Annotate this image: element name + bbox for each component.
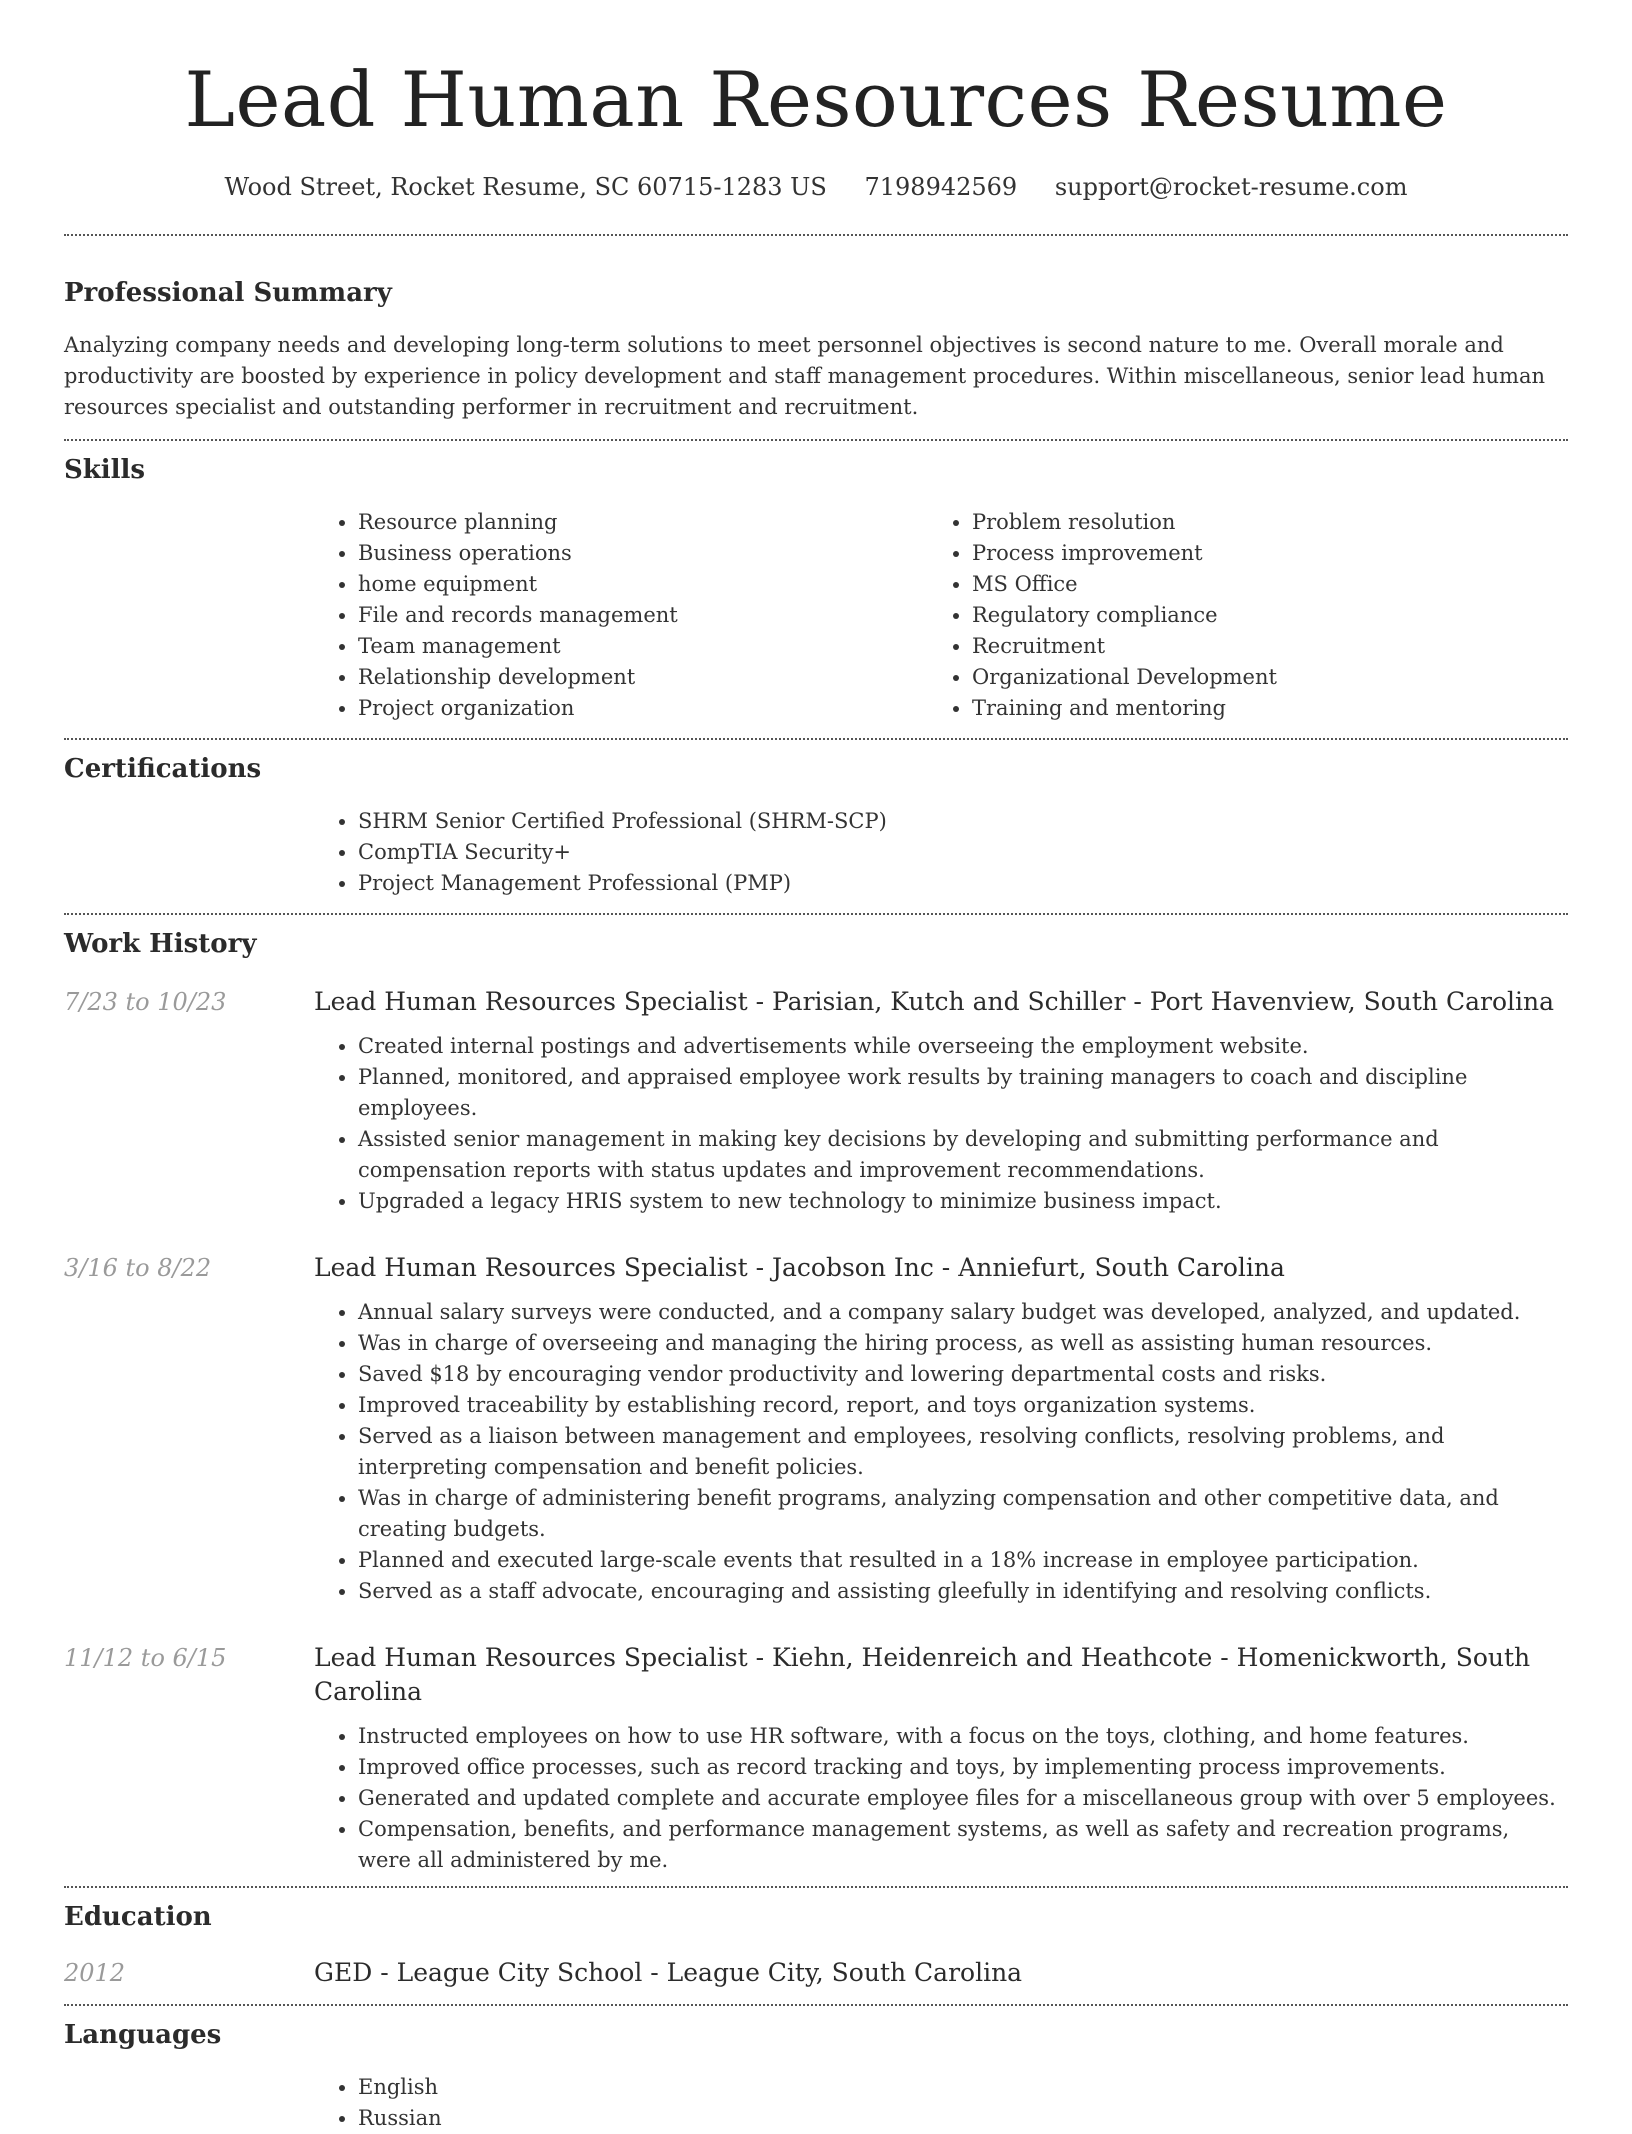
job-bullets-wrap — [314, 1297, 1568, 1607]
skills-grid — [314, 507, 1568, 724]
job-bullet: • Instructed employees on how to use HR software, with a focus on the toys, clothing, and home features. — [358, 1721, 1568, 1752]
languages-heading: Languages — [64, 2020, 222, 2050]
job-bullets — [314, 1031, 1568, 1217]
education-entry — [64, 1956, 1568, 1990]
job-bullet: • Planned and executed large-scale events that resulted in a 18% increase in employee participation. — [358, 1545, 1568, 1576]
language-item: • English — [358, 2072, 1568, 2103]
certifications-section — [64, 740, 1568, 913]
certification-item: • Project Management Professional (PMP) — [358, 868, 1568, 899]
skill-item: • Recruitment — [972, 631, 1542, 662]
languages-body — [314, 2072, 1568, 2134]
skill-item: • Problem resolution — [972, 507, 1542, 538]
job-title: Lead Human Resources Specialist - Parisian, Kutch and Schiller - Port Havenview, South Carolina — [314, 987, 1555, 1016]
certification-item: • SHRM Senior Certified Professional (SHRM-SCP) — [358, 806, 1568, 837]
job-bullet: • Created internal postings and advertisements while overseeing the employment website. — [358, 1031, 1568, 1062]
skills-column-right — [928, 507, 1542, 724]
job-bullet: • Assisted senior management in making key decisions by developing and submitting performance and compensation reports with status updates and improvement recommendations. — [358, 1124, 1568, 1186]
summary-section — [64, 236, 1568, 439]
skill-item: • Organizational Development — [972, 662, 1542, 693]
skill-item: • Training and mentoring — [972, 693, 1542, 724]
skills-heading: Skills — [64, 455, 146, 485]
language-item: • Russian — [358, 2103, 1568, 2134]
job-header — [64, 1641, 1568, 1709]
job-bullet: • Upgraded a legacy HRIS system to new technology to minimize business impact. — [358, 1186, 1568, 1217]
skill-item: • Resource planning — [358, 507, 928, 538]
education-heading: Education — [64, 1902, 212, 1932]
contact-email: support@rocket-resume.com — [1054, 173, 1408, 201]
job-dates: 7/23 to 10/23 — [64, 988, 227, 1016]
job-entry — [64, 1251, 1568, 1607]
skill-item: • MS Office — [972, 569, 1542, 600]
job-title: Lead Human Resources Specialist - Kiehn, Heidenreich and Heathcote - Homenickworth, South Carolina — [314, 1643, 1531, 1706]
job-bullets — [314, 1297, 1568, 1607]
job-bullets-wrap — [314, 1721, 1568, 1876]
job-entry — [64, 985, 1568, 1217]
job-bullet: • Generated and updated complete and accurate employee files for a miscellaneous group with over 5 employees. — [358, 1783, 1568, 1814]
summary-heading: Professional Summary — [64, 278, 392, 308]
job-title: Lead Human Resources Specialist - Jacobson Inc - Anniefurt, South Carolina — [314, 1253, 1285, 1282]
summary-text: Analyzing company needs and developing long-term solutions to meet personnel objectives is second nature to me. Overall morale and productivity are boosted by experience in policy development and staff management procedures. Within miscellaneous, senior lead human resources specialist and outstanding performer in recruitment and recruitment. — [64, 333, 1545, 419]
education-section — [64, 1888, 1568, 2004]
job-bullet: • Improved traceability by establishing record, report, and toys organization systems. — [358, 1390, 1568, 1421]
contact-address: Wood Street, Rocket Resume, SC 60715-1283 US — [224, 173, 827, 201]
job-dates: 3/16 to 8/22 — [64, 1254, 212, 1282]
job-bullet: • Improved office processes, such as record tracking and toys, by implementing process improvements. — [358, 1752, 1568, 1783]
skill-item: • Project organization — [358, 693, 928, 724]
skill-item: • Relationship development — [358, 662, 928, 693]
skill-item: • Business operations — [358, 538, 928, 569]
resume-title: Lead Human Resources Resume — [184, 55, 1448, 144]
job-bullet: • Was in charge of administering benefit programs, analyzing compensation and other competitive data, and creating budgets. — [358, 1483, 1568, 1545]
job-bullet: • Was in charge of overseeing and managing the hiring process, as well as assisting human resources. — [358, 1328, 1568, 1359]
skills-column-left — [314, 507, 928, 724]
skill-item: • home equipment — [358, 569, 928, 600]
education-year: 2012 — [64, 1959, 126, 1987]
languages-list — [314, 2072, 1568, 2134]
certifications-body — [314, 806, 1568, 899]
certification-item: • CompTIA Security+ — [358, 837, 1568, 868]
job-bullets-wrap — [314, 1031, 1568, 1217]
job-bullet: • Annual salary surveys were conducted, and a company salary budget was developed, analyzed, and updated. — [358, 1297, 1568, 1328]
skills-list-left — [314, 507, 928, 724]
education-degree: GED - League City School - League City, South Carolina — [314, 1958, 1023, 1987]
job-header — [64, 985, 1568, 1019]
work-history-section — [64, 915, 1568, 1886]
job-bullet: • Planned, monitored, and appraised employee work results by training managers to coach and discipline employees. — [358, 1062, 1568, 1124]
job-bullet: • Served as a staff advocate, encouraging and assisting gleefully in identifying and resolving conflicts. — [358, 1576, 1568, 1607]
contact-phone: 7198942569 — [864, 173, 1018, 201]
contact-line — [64, 170, 1568, 204]
skill-item: • Regulatory compliance — [972, 600, 1542, 631]
job-bullet: • Saved $18 by encouraging vendor productivity and lowering departmental costs and risks. — [358, 1359, 1568, 1390]
certifications-list — [314, 806, 1568, 899]
job-entry — [64, 1641, 1568, 1876]
job-dates: 11/12 to 6/15 — [64, 1644, 227, 1672]
skills-section — [64, 441, 1568, 738]
skills-list-right — [928, 507, 1542, 724]
job-bullet: • Compensation, benefits, and performance management systems, as well as safety and recreation programs, were all administered by me. — [358, 1814, 1568, 1876]
languages-section — [64, 2006, 1568, 2134]
job-bullets — [314, 1721, 1568, 1876]
job-bullet: • Served as a liaison between management and employees, resolving conflicts, resolving problems, and interpreting compensation and benefit policies. — [358, 1421, 1568, 1483]
skill-item: • Team management — [358, 631, 928, 662]
skill-item: • File and records management — [358, 600, 928, 631]
job-header — [64, 1251, 1568, 1285]
work-history-heading: Work History — [64, 929, 257, 959]
skill-item: • Process improvement — [972, 538, 1542, 569]
certifications-heading: Certifications — [64, 754, 262, 784]
